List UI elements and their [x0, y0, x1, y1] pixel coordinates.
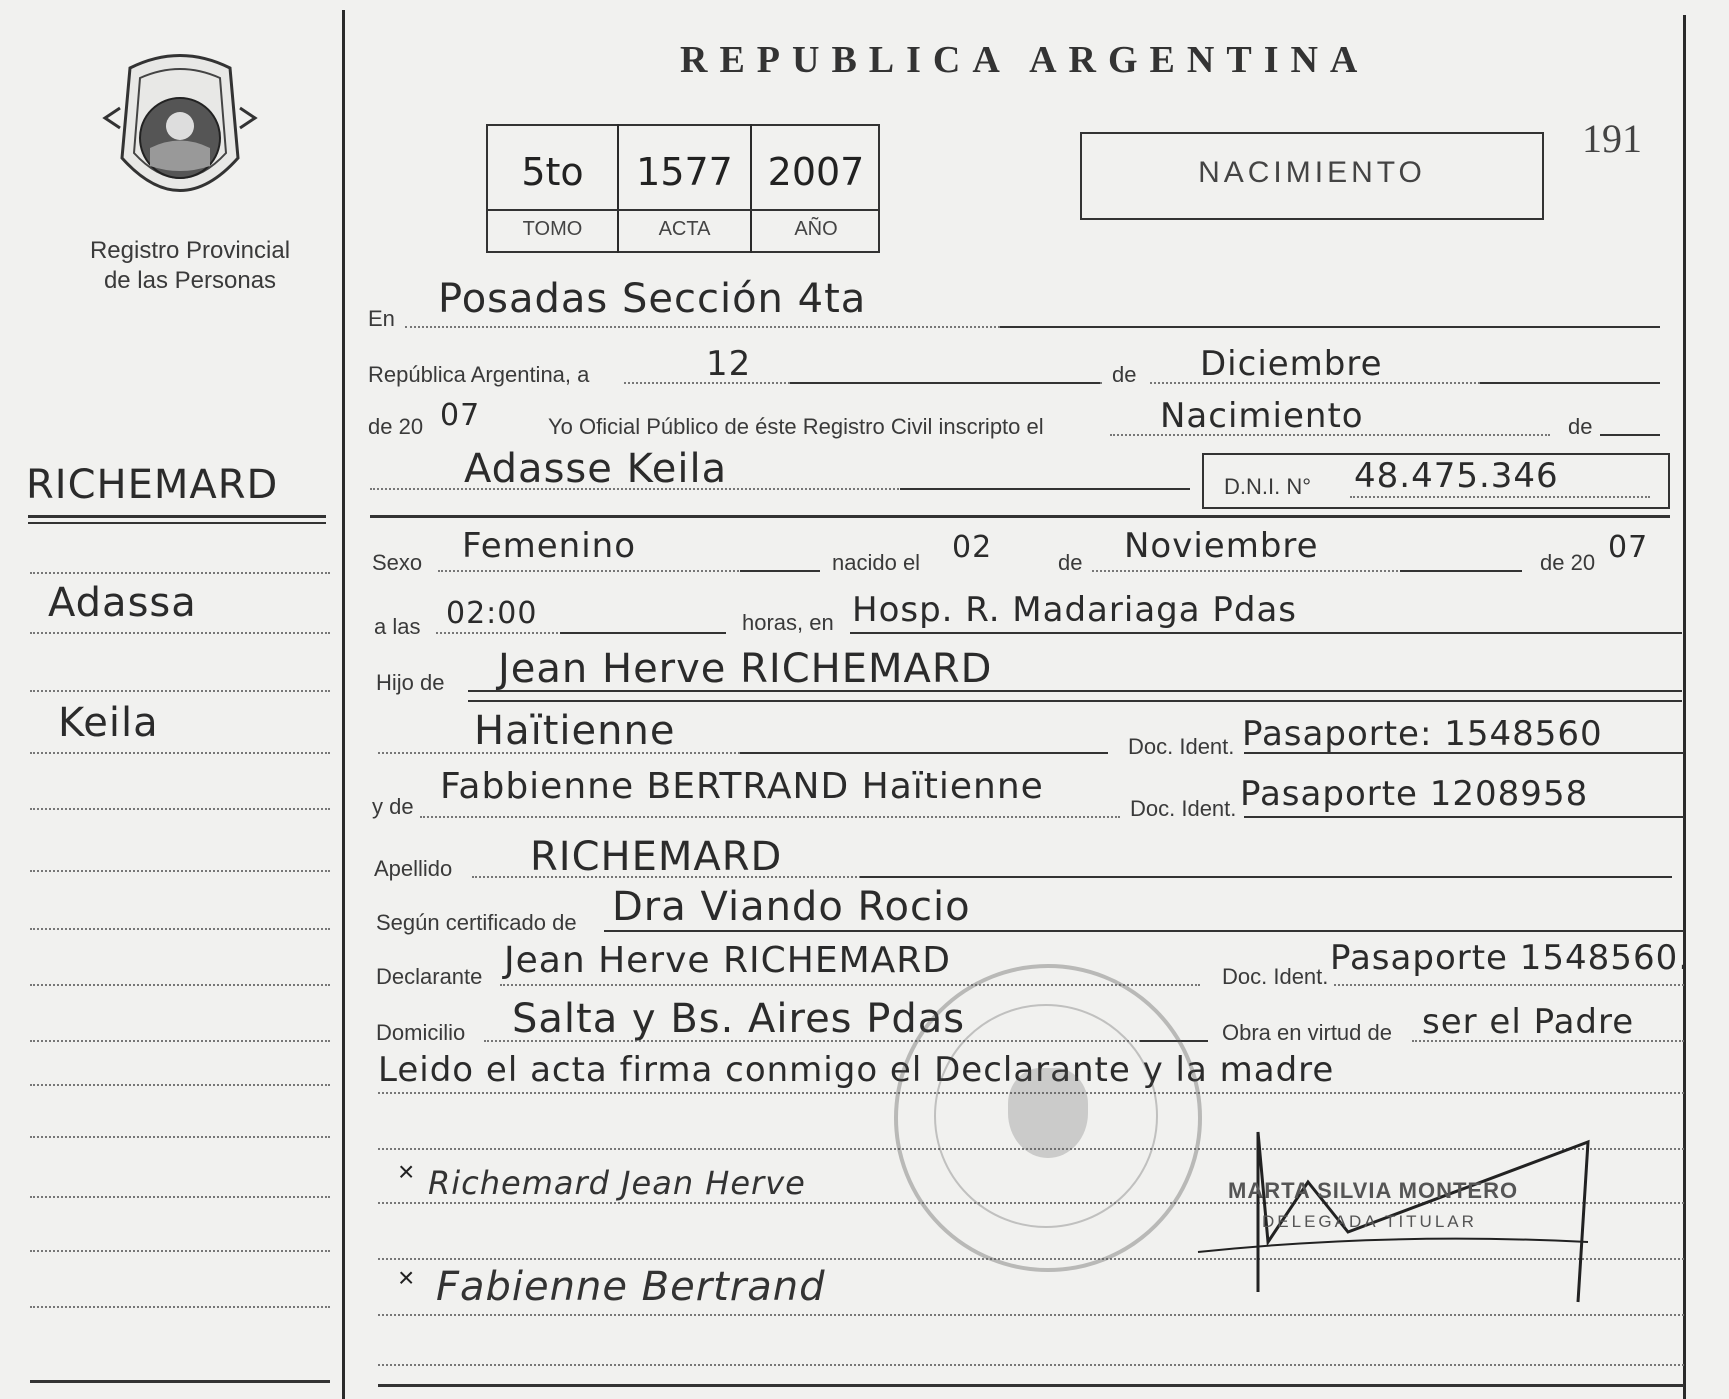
sidebar-second-name: Keila — [58, 700, 159, 746]
obra-label: Obra en virtud de — [1222, 1020, 1392, 1045]
registry-name — [40, 236, 340, 296]
anio-value: 2007 — [767, 150, 865, 194]
left-column-border — [342, 10, 345, 1399]
father-underline-2 — [468, 700, 1682, 702]
declarante-value: Jean Herve RICHEMARD — [504, 940, 952, 981]
apellido-value: RICHEMARD — [530, 834, 783, 880]
inscripto-value: Nacimiento — [1160, 396, 1364, 436]
obra-value: ser el Padre — [1422, 1002, 1635, 1042]
sidebar-surname: RICHEMARD — [26, 462, 279, 508]
sidebar-dotted-line — [30, 752, 330, 754]
sidebar-dotted-line — [30, 1250, 330, 1252]
birth-year: 07 — [1608, 530, 1649, 565]
form-bottom-line — [378, 1384, 1684, 1387]
dni-label: D.N.I. N° — [1224, 474, 1312, 499]
sidebar-dotted-line — [30, 1196, 330, 1198]
apellido-underline — [860, 876, 1672, 878]
de-label-3: de — [1058, 550, 1083, 575]
certificado-underline — [604, 930, 1684, 932]
record-box-divider — [486, 209, 880, 211]
sexo-value: Femenino — [462, 526, 636, 566]
registry-line1: Registro Provincial — [89, 237, 291, 264]
name-underline — [900, 488, 1190, 490]
province-seal-logo — [100, 48, 260, 218]
sidebar-bottom-line — [30, 1380, 330, 1383]
father-name: Jean Herve RICHEMARD — [498, 646, 993, 692]
surname-underline-2 — [28, 522, 326, 524]
sexo-underline — [740, 570, 820, 572]
page-number: 191 — [1582, 116, 1642, 161]
declarante-label: Declarante — [376, 964, 483, 989]
official-title: DELEGADA TITULAR — [1262, 1212, 1477, 1231]
horas-label: horas, en — [742, 610, 834, 635]
en-underline — [1000, 326, 1660, 328]
mother-doc-underline — [1244, 816, 1684, 818]
birth-month-underline — [1400, 570, 1522, 572]
birth-time: 02:00 — [446, 596, 538, 631]
tomo-value: 5to — [521, 150, 584, 194]
month-underline — [1480, 382, 1660, 384]
de-underline — [1600, 434, 1660, 436]
birth-month: Noviembre — [1124, 526, 1319, 566]
registry-line2: de las Personas — [103, 267, 277, 294]
year-prefix: de 20 — [368, 414, 424, 439]
nacido-label: nacido el — [832, 550, 921, 575]
section-divider — [370, 515, 1670, 518]
place-underline — [850, 632, 1682, 634]
sidebar-first-name: Adassa — [48, 580, 197, 626]
yde-label: y de — [372, 794, 414, 819]
mother-name: Fabbienne BERTRAND Haïtienne — [440, 766, 1044, 807]
nationality-underline — [740, 752, 1108, 754]
time-underline — [560, 632, 726, 634]
day-underline — [790, 382, 1100, 384]
sidebar-dotted-line — [30, 808, 330, 810]
sidebar-dotted-line — [30, 928, 330, 930]
dni-dotted-line — [1350, 496, 1650, 498]
segun-label: Según certificado de — [376, 910, 577, 935]
signature-mark-x: × — [398, 1262, 415, 1293]
acta-label: ACTA — [658, 218, 711, 240]
sidebar-dotted-line — [30, 1136, 330, 1138]
signature-declarante: Richemard Jean Herve — [428, 1164, 806, 1202]
de-label: de — [1112, 362, 1137, 387]
day-value: 12 — [706, 344, 752, 384]
mother-dotted-line — [420, 816, 1120, 818]
mother-doc: Pasaporte 1208958 — [1240, 774, 1589, 814]
de20-label: de 20 — [1540, 550, 1596, 575]
oficial-text: Yo Oficial Público de éste Registro Civil inscripto el — [548, 414, 1044, 439]
sidebar-dotted-line — [30, 870, 330, 872]
apellido-label: Apellido — [374, 856, 453, 881]
en-value: Posadas Sección 4ta — [438, 276, 867, 322]
dni-value: 48.475.346 — [1354, 456, 1559, 496]
father-nationality: Haïtienne — [474, 708, 676, 754]
mother-doc-label: Doc. Ident. — [1130, 796, 1237, 821]
signature-mark-x: × — [398, 1156, 415, 1187]
domicilio-value: Salta y Bs. Aires Pdas — [512, 996, 966, 1042]
country-title: REPUBLICA ARGENTINA — [680, 39, 1370, 81]
alas-label: a las — [374, 614, 421, 639]
sidebar-dotted-line — [30, 690, 330, 692]
year-value: 07 — [440, 398, 481, 433]
sidebar-dotted-line — [30, 1306, 330, 1308]
tomo-label: TOMO — [522, 218, 583, 240]
official-name: MARTA SILVIA MONTERO — [1228, 1178, 1519, 1203]
declarante-doc-label: Doc. Ident. — [1222, 964, 1329, 989]
father-doc-label: Doc. Ident. — [1128, 734, 1235, 759]
sidebar-dotted-line — [30, 1084, 330, 1086]
observacion: Leido el acta firma conmigo el Declarante y la madre — [378, 1050, 1335, 1090]
sidebar-dotted-line — [30, 632, 330, 634]
en-label: En — [368, 306, 395, 331]
hijo-label: Hijo de — [376, 670, 445, 695]
document-type: NACIMIENTO — [1198, 156, 1426, 189]
father-doc: Pasaporte: 1548560 — [1242, 714, 1603, 754]
form-dotted-line — [378, 1364, 1684, 1366]
birth-place: Hosp. R. Madariaga Pdas — [852, 590, 1298, 630]
acta-value: 1577 — [636, 150, 733, 194]
month-value: Diciembre — [1200, 344, 1383, 384]
official-round-seal — [894, 964, 1202, 1272]
sidebar-dotted-line — [30, 984, 330, 986]
sexo-label: Sexo — [372, 550, 423, 575]
republica-label: República Argentina, a — [368, 362, 590, 387]
surname-underline — [28, 515, 326, 518]
sidebar-dotted-line — [30, 572, 330, 574]
signature-mother: Fabienne Bertrand — [436, 1264, 826, 1310]
domicilio-label: Domicilio — [376, 1020, 466, 1045]
anio-label: AÑO — [794, 218, 838, 240]
child-name: Adasse Keila — [464, 446, 728, 492]
right-page-border — [1683, 15, 1686, 1399]
declarante-doc: Pasaporte 1548560. — [1330, 938, 1691, 978]
certificado-value: Dra Viando Rocio — [612, 884, 971, 930]
sidebar-dotted-line — [30, 1040, 330, 1042]
de-label-2: de — [1568, 414, 1593, 439]
birth-day: 02 — [952, 530, 993, 565]
declarante-doc-dotted-line — [1334, 984, 1684, 986]
